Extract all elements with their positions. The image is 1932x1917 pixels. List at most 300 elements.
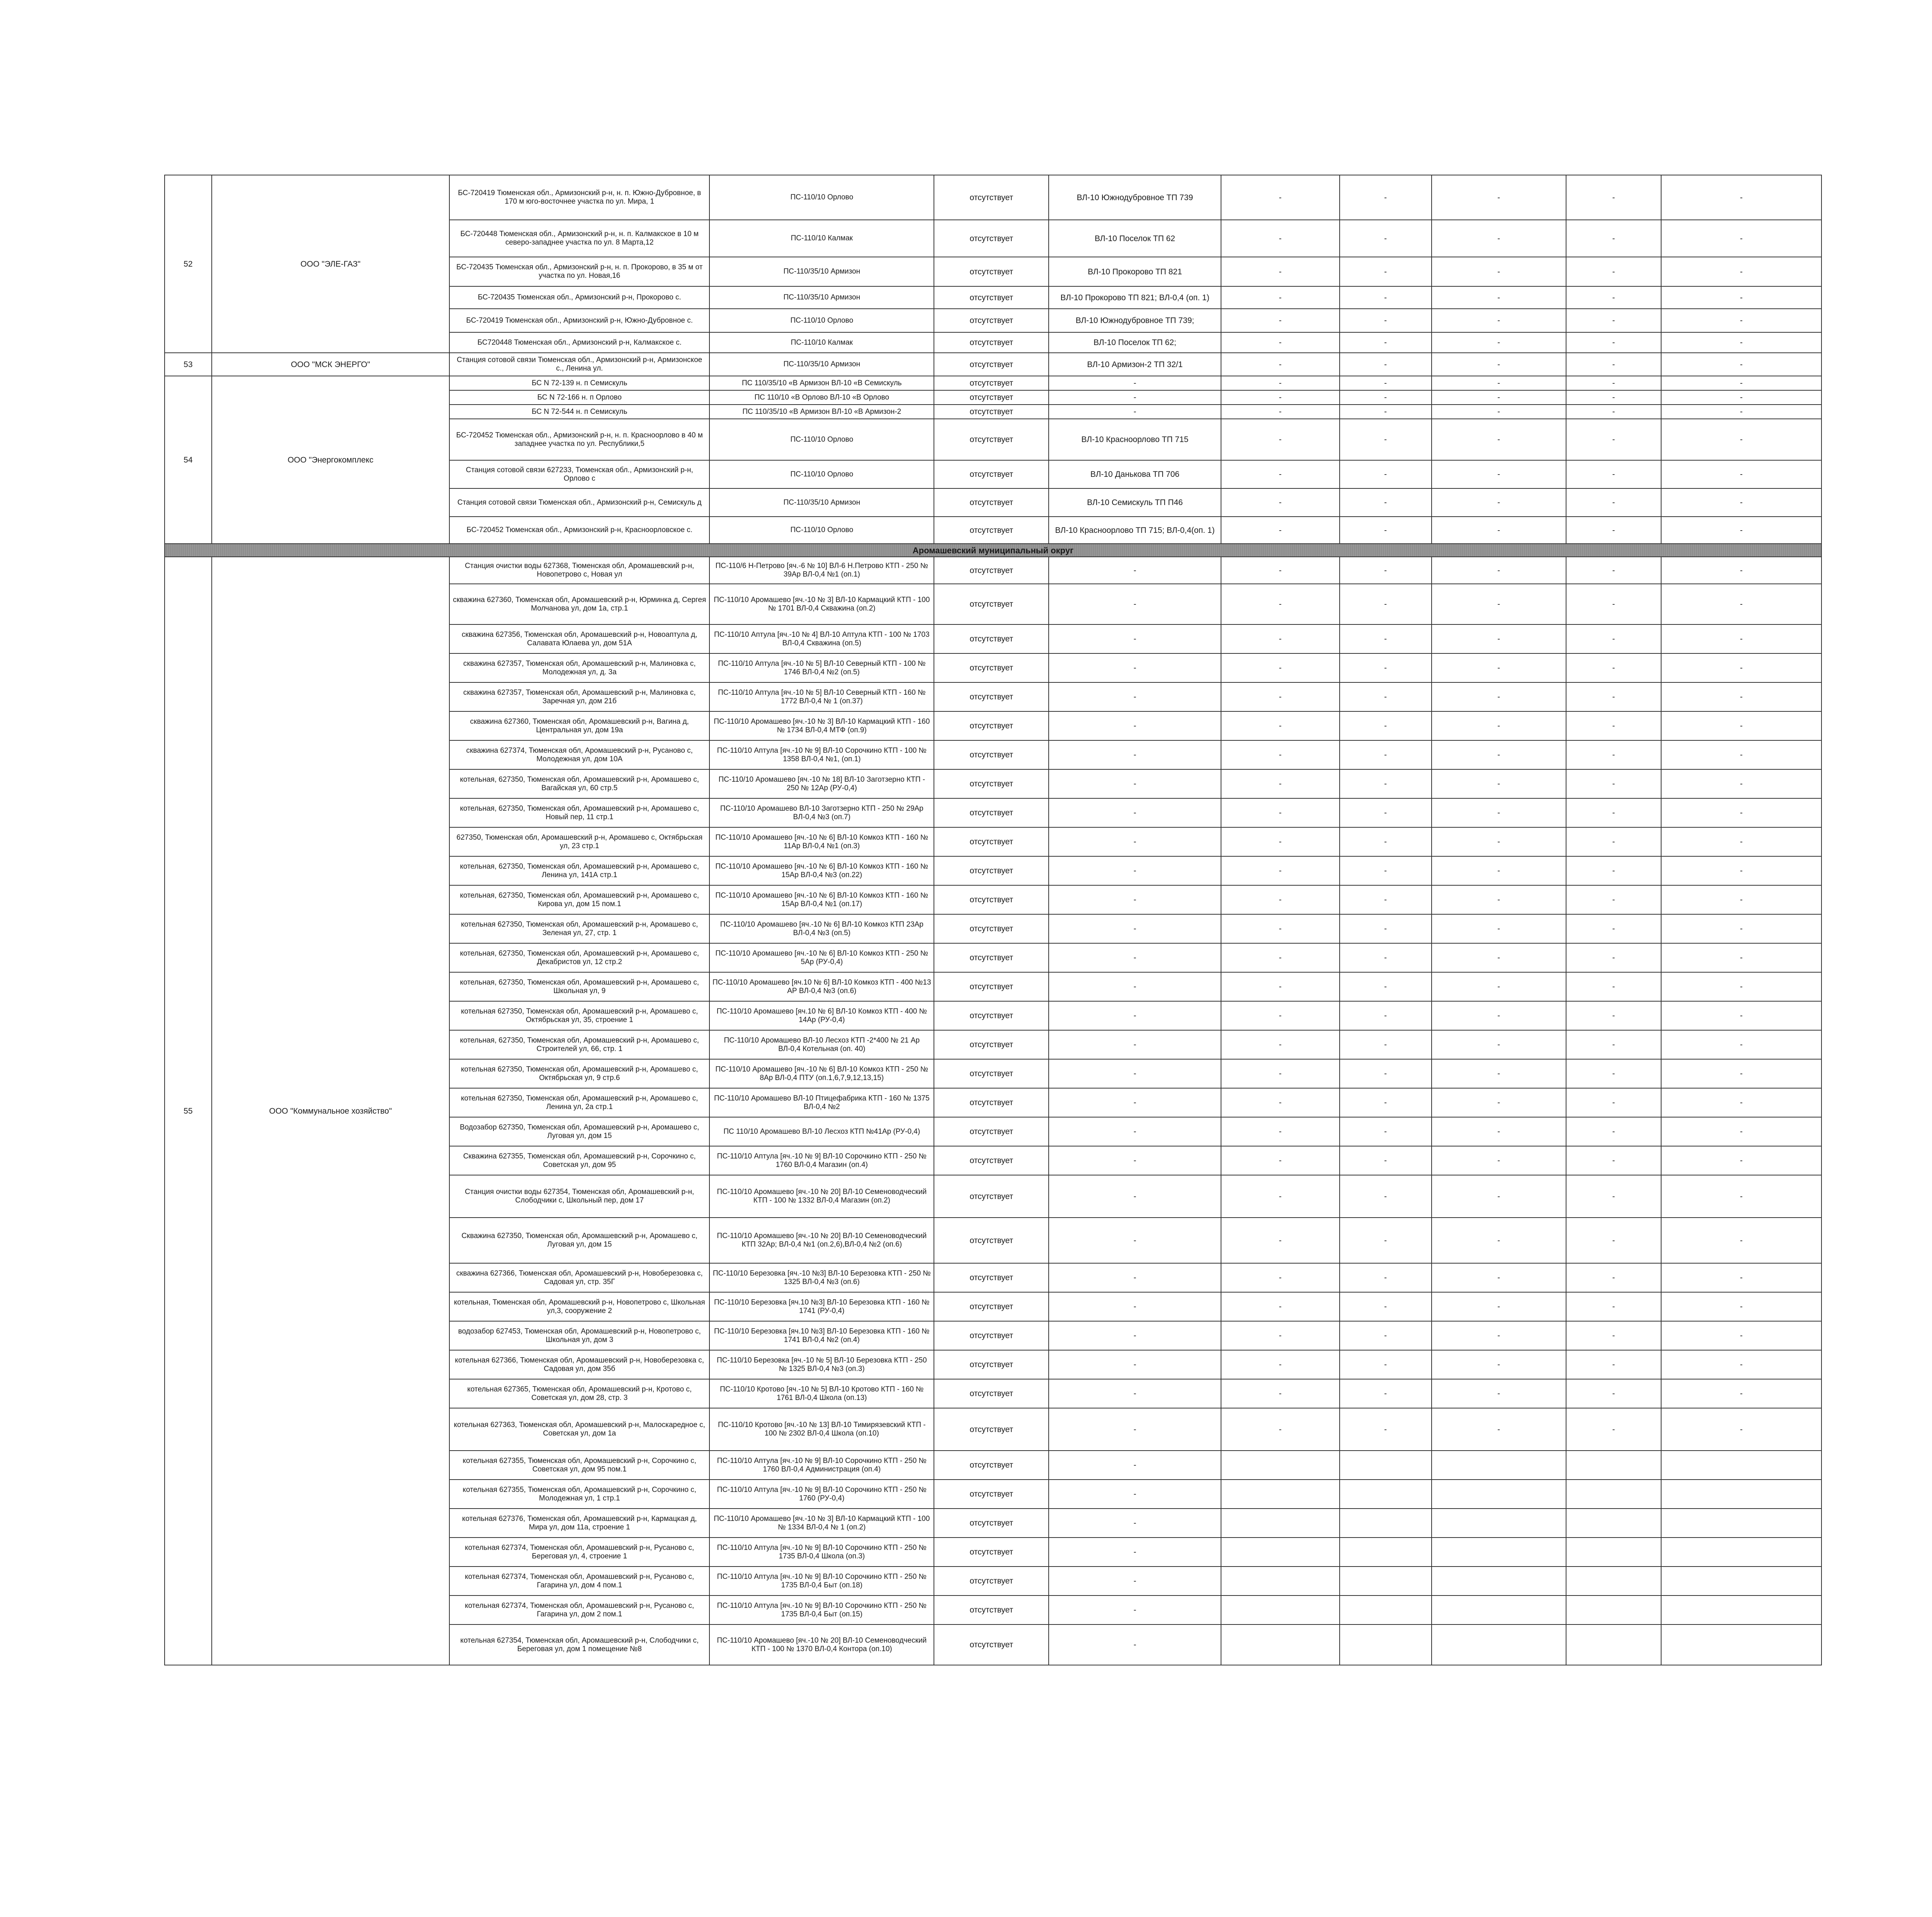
cell-col-7 [1221, 1624, 1340, 1665]
cell-col-4: ПС 110/35/10 «В Армизон ВЛ-10 «В Армизон-2 [709, 405, 934, 419]
cell-col-6: - [1049, 390, 1221, 405]
cell-col-9: - [1432, 740, 1566, 769]
cell-col-11: - [1661, 914, 1821, 943]
cell-col-7: - [1221, 1292, 1340, 1321]
cell-col-7 [1221, 1596, 1340, 1624]
cell-col-6: - [1049, 885, 1221, 914]
cell-col-3: котельная 627374, Тюменская обл, Аромашевский р-н, Русаново с, Береговая ул, 4, строение 1 [449, 1538, 709, 1567]
cell-col-7: - [1221, 584, 1340, 624]
cell-col-4: ПС-110/10 Аптула [яч.-10 № 9] ВЛ-10 Сорочкино КТП - 250 № 1760 ВЛ-0,4 Магазин (оп.4) [709, 1146, 934, 1175]
cell-col-6: ВЛ-10 Поселок ТП 62 [1049, 220, 1221, 257]
cell-col-9: - [1432, 309, 1566, 332]
cell-col-7: - [1221, 769, 1340, 798]
cell-col-3: котельная 627350, Тюменская обл, Аромашевский р-н, Аромашево с, Зеленая ул, 27, стр. 1 [449, 914, 709, 943]
cell-col-6: - [1049, 653, 1221, 682]
cell-col-10: - [1566, 390, 1661, 405]
cell-col-9: - [1432, 1146, 1566, 1175]
cell-col-3: БС N 72-139 н. п Семискуль [449, 376, 709, 390]
cell-col-11: - [1661, 419, 1821, 460]
cell-col-5: отсутствует [934, 584, 1049, 624]
cell-col-11: - [1661, 885, 1821, 914]
cell-col-10: - [1566, 943, 1661, 972]
cell-col-6: - [1049, 1292, 1221, 1321]
cell-col-9: - [1432, 220, 1566, 257]
cell-col-3: скважина 627374, Тюменская обл, Аромашевский р-н, Русаново с, Молодежная ул, дом 10А [449, 740, 709, 769]
cell-col-9 [1432, 1596, 1566, 1624]
cell-col-3: скважина 627356, Тюменская обл, Аромашевский р-н, Новоаптула д, Салавата Юлаева ул, дом 51А [449, 624, 709, 653]
cell-col-4: ПС-110/10 Аромашево ВЛ-10 Заготзерно КТП - 250 № 29Ар ВЛ-0,4 №3 (оп.7) [709, 798, 934, 827]
cell-col-6: ВЛ-10 Армизон-2 ТП 32/1 [1049, 353, 1221, 376]
cell-col-4: ПС-110/10 Аромашево [яч.-10 № 18] ВЛ-10 Заготзерно КТП - 250 № 12Ар (РУ-0,4) [709, 769, 934, 798]
cell-col-5: отсутствует [934, 220, 1049, 257]
cell-col-4: ПС-110/10 Аромашево ВЛ-10 Лесхоз КТП -2*400 № 21 Ар ВЛ-0,4 Котельная (оп. 40) [709, 1030, 934, 1059]
cell-col-5: отсутствует [934, 1263, 1049, 1292]
cell-col-7: - [1221, 1408, 1340, 1451]
cell-col-10: - [1566, 1117, 1661, 1146]
cell-col-6: - [1049, 1059, 1221, 1088]
cell-col-4: ПС-110/10 Кротово [яч.-10 № 5] ВЛ-10 Кротово КТП - 160 № 1761 ВЛ-0,4 Школа (оп.13) [709, 1379, 934, 1408]
cell-col-8: - [1340, 376, 1432, 390]
cell-col-3: 627350, Тюменская обл, Аромашевский р-н, Аромашево с, Октябрьская ул, 23 стр.1 [449, 827, 709, 856]
cell-col-4: ПС-110/10 Березовка [яч.-10 № 5] ВЛ-10 Березовка КТП - 250 № 1325 ВЛ-0,4 №3 (оп.3) [709, 1350, 934, 1379]
cell-col-10: - [1566, 460, 1661, 488]
cell-col-6: - [1049, 405, 1221, 419]
cell-col-4: ПС-110/10 Березовка [яч.10 №3] ВЛ-10 Березовка КТП - 160 № 1741 ВЛ-0,4 №2 (оп.4) [709, 1321, 934, 1350]
cell-col-4: ПС-110/35/10 Армизон [709, 488, 934, 517]
cell-col-4: ПС-110/10 Аромашево [яч.-10 № 6] ВЛ-10 Комкоз КТП - 160 № 15Ар ВЛ-0,4 №3 (оп.22) [709, 856, 934, 885]
cell-col-9: - [1432, 557, 1566, 584]
cell-col-3: БС N 72-166 н. п Орлово [449, 390, 709, 405]
cell-col-3: БС-720435 Тюменская обл., Армизонский р-н, Прокорово с. [449, 286, 709, 309]
cell-col-9: - [1432, 1001, 1566, 1030]
cell-col-11: - [1661, 286, 1821, 309]
cell-col-8: - [1340, 1321, 1432, 1350]
cell-col-3: котельная, 627350, Тюменская обл, Аромашевский р-н, Аромашево с, Школьная ул, 9 [449, 972, 709, 1001]
cell-col-6: - [1049, 1596, 1221, 1624]
cell-col-7: - [1221, 885, 1340, 914]
cell-col-3: Скважина 627350, Тюменская обл, Аромашевский р-н, Аромашево с, Луговая ул, дом 15 [449, 1218, 709, 1263]
cell-col-4: ПС-110/10 Аромашево [яч.-10 № 3] ВЛ-10 Кармацкий КТП - 160 № 1734 ВЛ-0,4 МТФ (оп.9) [709, 711, 934, 740]
cell-col-11: - [1661, 856, 1821, 885]
cell-col-10: - [1566, 798, 1661, 827]
cell-col-8: - [1340, 1088, 1432, 1117]
cell-col-8: - [1340, 1379, 1432, 1408]
cell-col-9 [1432, 1451, 1566, 1480]
cell-col-10: - [1566, 1379, 1661, 1408]
cell-col-7 [1221, 1567, 1340, 1596]
cell-col-7: - [1221, 488, 1340, 517]
cell-col-8: - [1340, 1263, 1432, 1292]
cell-col-3: скважина 627357, Тюменская обл, Аромашевский р-н, Малиновка с, Молодежная ул, д. 3а [449, 653, 709, 682]
cell-col-11 [1661, 1596, 1821, 1624]
cell-col-7: - [1221, 827, 1340, 856]
cell-col-10: - [1566, 624, 1661, 653]
cell-col-10: - [1566, 517, 1661, 544]
cell-col-4: ПС 110/35/10 «В Армизон ВЛ-10 «В Семискуль [709, 376, 934, 390]
cell-col-5: отсутствует [934, 1567, 1049, 1596]
cell-col-10: - [1566, 405, 1661, 419]
cell-col-4: ПС-110/10 Аптула [яч.-10 № 9] ВЛ-10 Сорочкино КТП - 250 № 1760 ВЛ-0,4 Администрация (оп.4) [709, 1451, 934, 1480]
cell-col-10: - [1566, 885, 1661, 914]
cell-col-10: - [1566, 1088, 1661, 1117]
cell-col-8: - [1340, 1030, 1432, 1059]
cell-col-10: - [1566, 1350, 1661, 1379]
cell-col-8 [1340, 1538, 1432, 1567]
cell-col-6: - [1049, 1001, 1221, 1030]
cell-col-7: - [1221, 740, 1340, 769]
cell-col-9: - [1432, 517, 1566, 544]
cell-col-5: отсутствует [934, 376, 1049, 390]
cell-col-9: - [1432, 353, 1566, 376]
cell-col-11: - [1661, 220, 1821, 257]
cell-col-3: котельная 627350, Тюменская обл, Аромашевский р-н, Аромашево с, Ленина ул, 2а стр.1 [449, 1088, 709, 1117]
cell-col-3: котельная, 627350, Тюменская обл, Аромашевский р-н, Аромашево с, Новый пер, 11 стр.1 [449, 798, 709, 827]
cell-col-5: отсутствует [934, 286, 1049, 309]
cell-col-5: отсутствует [934, 390, 1049, 405]
cell-col-9: - [1432, 1292, 1566, 1321]
cell-col-11: - [1661, 332, 1821, 353]
cell-col-3: БС-720452 Тюменская обл., Армизонский р-н, н. п. Красноорлово в 40 м западнее участка по ул. Республики,5 [449, 419, 709, 460]
cell-col-9 [1432, 1624, 1566, 1665]
cell-col-9: - [1432, 1321, 1566, 1350]
cell-col-9: - [1432, 584, 1566, 624]
cell-col-5: отсутствует [934, 1480, 1049, 1509]
cell-col-9: - [1432, 1408, 1566, 1451]
cell-col-6: - [1049, 798, 1221, 827]
cell-col-5: отсутствует [934, 885, 1049, 914]
cell-col-11: - [1661, 624, 1821, 653]
cell-col-3: котельная, 627350, Тюменская обл, Аромашевский р-н, Аромашево с, Декабристов ул, 12 стр.2 [449, 943, 709, 972]
cell-col-9: - [1432, 257, 1566, 286]
cell-col-5: отсутствует [934, 1001, 1049, 1030]
cell-col-10: - [1566, 220, 1661, 257]
cell-col-4: ПС-110/10 Березовка [яч.10 №3] ВЛ-10 Березовка КТП - 160 № 1741 (РУ-0,4) [709, 1292, 934, 1321]
cell-col-4: ПС-110/10 Аптула [яч.-10 № 9] ВЛ-10 Сорочкино КТП - 250 № 1735 ВЛ-0,4 Быт (оп.18) [709, 1567, 934, 1596]
cell-col-10: - [1566, 856, 1661, 885]
cell-col-3: Станция очистки воды 627354, Тюменская обл, Аромашевский р-н, Слободчики с, Школьный пер, дом 17 [449, 1175, 709, 1218]
cell-col-6: ВЛ-10 Поселок ТП 62; [1049, 332, 1221, 353]
cell-col-8: - [1340, 175, 1432, 220]
cell-col-4: ПС-110/10 Аромашево [яч.-10 № 3] ВЛ-10 Кармацкий КТП - 100 № 1701 ВЛ-0,4 Скважина (оп.2) [709, 584, 934, 624]
cell-col-10: - [1566, 653, 1661, 682]
table-row [165, 376, 1821, 390]
cell-col-4: ПС-110/10 Аромашево ВЛ-10 Птицефабрика КТП - 160 № 1375 ВЛ-0,4 №2 [709, 1088, 934, 1117]
cell-col-3: котельная, 627350, Тюменская обл, Аромашевский р-н, Аромашево с, Вагайская ул, 60 стр.5 [449, 769, 709, 798]
cell-col-9 [1432, 1480, 1566, 1509]
cell-col-10: - [1566, 376, 1661, 390]
cell-col-8: - [1340, 257, 1432, 286]
cell-col-10 [1566, 1509, 1661, 1538]
cell-col-4: ПС-110/35/10 Армизон [709, 286, 934, 309]
cell-col-4: ПС-110/10 Орлово [709, 517, 934, 544]
cell-col-8: - [1340, 1146, 1432, 1175]
organization-name: ООО "Энергокомплекс [212, 376, 449, 544]
cell-col-9: - [1432, 1218, 1566, 1263]
section-row [165, 544, 1821, 557]
cell-col-6: ВЛ-10 Прокорово ТП 821 [1049, 257, 1221, 286]
cell-col-7 [1221, 1451, 1340, 1480]
cell-col-10: - [1566, 419, 1661, 460]
cell-col-9: - [1432, 827, 1566, 856]
cell-col-9: - [1432, 286, 1566, 309]
cell-col-11: - [1661, 711, 1821, 740]
cell-col-4: ПС-110/10 Аптула [яч.-10 № 4] ВЛ-10 Аптула КТП - 100 № 1703 ВЛ-0,4 Скважина (оп.5) [709, 624, 934, 653]
cell-col-11: - [1661, 257, 1821, 286]
cell-col-5: отсутствует [934, 405, 1049, 419]
cell-col-6: ВЛ-10 Южнодубровное ТП 739 [1049, 175, 1221, 220]
cell-col-5: отсутствует [934, 856, 1049, 885]
cell-col-7: - [1221, 972, 1340, 1001]
cell-col-4: ПС-110/10 Аптула [яч.-10 № 5] ВЛ-10 Северный КТП - 160 № 1772 ВЛ-0,4 № 1 (оп.37) [709, 682, 934, 711]
cell-col-11: - [1661, 1350, 1821, 1379]
cell-col-4: ПС-110/35/10 Армизон [709, 353, 934, 376]
cell-col-6: - [1049, 1088, 1221, 1117]
cell-col-6: - [1049, 914, 1221, 943]
cell-col-8: - [1340, 1117, 1432, 1146]
cell-col-4: ПС-110/10 Аптула [яч.-10 № 5] ВЛ-10 Северный КТП - 100 № 1746 ВЛ-0,4 №2 (оп.5) [709, 653, 934, 682]
cell-col-11 [1661, 1567, 1821, 1596]
cell-col-7: - [1221, 856, 1340, 885]
cell-col-3: Скважина 627355, Тюменская обл, Аромашевский р-н, Сорочкино с, Советская ул, дом 95 [449, 1146, 709, 1175]
cell-col-6: - [1049, 856, 1221, 885]
cell-col-8: - [1340, 353, 1432, 376]
cell-col-6: - [1049, 1350, 1221, 1379]
cell-col-10: - [1566, 1218, 1661, 1263]
cell-col-11: - [1661, 943, 1821, 972]
cell-col-8: - [1340, 740, 1432, 769]
cell-col-8: - [1340, 419, 1432, 460]
cell-col-11: - [1661, 390, 1821, 405]
cell-col-4: ПС 110/10 «В Орлово ВЛ-10 «В Орлово [709, 390, 934, 405]
cell-col-11: - [1661, 769, 1821, 798]
cell-col-7: - [1221, 257, 1340, 286]
cell-col-4: ПС-110/10 Березовка [яч.-10 №3] ВЛ-10 Березовка КТП - 250 № 1325 ВЛ-0,4 №3 (оп.6) [709, 1263, 934, 1292]
cell-col-3: котельная 627350, Тюменская обл, Аромашевский р-н, Аромашево с, Октябрьская ул, 35, строение 1 [449, 1001, 709, 1030]
cell-col-6: - [1049, 1263, 1221, 1292]
cell-col-11: - [1661, 682, 1821, 711]
cell-col-8: - [1340, 460, 1432, 488]
cell-col-4: ПС-110/6 Н-Петрово [яч.-6 № 10] ВЛ-6 Н.Петрово КТП - 250 № 39Ар ВЛ-0,4 №1 (оп.1) [709, 557, 934, 584]
cell-col-8: - [1340, 682, 1432, 711]
cell-col-8: - [1340, 309, 1432, 332]
cell-col-11: - [1661, 309, 1821, 332]
cell-col-4: ПС-110/10 Аптула [яч.-10 № 9] ВЛ-10 Сорочкино КТП - 250 № 1735 ВЛ-0,4 Быт (оп.15) [709, 1596, 934, 1624]
cell-col-8: - [1340, 885, 1432, 914]
cell-col-5: отсутствует [934, 1350, 1049, 1379]
cell-col-5: отсутствует [934, 827, 1049, 856]
cell-col-9: - [1432, 972, 1566, 1001]
cell-col-4: ПС-110/10 Орлово [709, 419, 934, 460]
cell-col-3: скважина 627360, Тюменская обл, Аромашевский р-н, Юрминка д, Сергея Молчанова ул, дом 1а, стр.1 [449, 584, 709, 624]
cell-col-3: БС-720452 Тюменская обл., Армизонский р-н, Красноорловское с. [449, 517, 709, 544]
cell-col-10: - [1566, 175, 1661, 220]
cell-col-10: - [1566, 1321, 1661, 1350]
cell-col-3: Станция очистки воды 627368, Тюменская обл, Аромашевский р-н, Новопетрово с, Новая ул [449, 557, 709, 584]
cell-col-11: - [1661, 353, 1821, 376]
cell-col-11: - [1661, 1218, 1821, 1263]
cell-col-5: отсутствует [934, 1596, 1049, 1624]
cell-col-9: - [1432, 798, 1566, 827]
cell-col-7 [1221, 1509, 1340, 1538]
cell-col-6: - [1049, 1624, 1221, 1665]
cell-col-8: - [1340, 769, 1432, 798]
cell-col-8: - [1340, 1218, 1432, 1263]
cell-col-11: - [1661, 175, 1821, 220]
cell-col-3: БС N 72-544 н. п Семискуль [449, 405, 709, 419]
cell-col-9: - [1432, 175, 1566, 220]
cell-col-9: - [1432, 376, 1566, 390]
cell-col-9: - [1432, 624, 1566, 653]
cell-col-9: - [1432, 1117, 1566, 1146]
cell-col-6: - [1049, 1567, 1221, 1596]
cell-col-11: - [1661, 740, 1821, 769]
table-row [165, 175, 1821, 220]
cell-col-7: - [1221, 1088, 1340, 1117]
cell-col-3: БС720448 Тюменская обл., Армизонский р-н, Калмакское с. [449, 332, 709, 353]
cell-col-9: - [1432, 914, 1566, 943]
cell-col-9: - [1432, 390, 1566, 405]
cell-col-7: - [1221, 682, 1340, 711]
cell-col-8: - [1340, 517, 1432, 544]
cell-col-10 [1566, 1567, 1661, 1596]
cell-col-5: отсутствует [934, 1175, 1049, 1218]
cell-col-10 [1566, 1624, 1661, 1665]
cell-col-10: - [1566, 332, 1661, 353]
cell-col-8: - [1340, 624, 1432, 653]
cell-col-9: - [1432, 405, 1566, 419]
cell-col-5: отсутствует [934, 309, 1049, 332]
cell-col-3: Станция сотовой связи 627233, Тюменская обл., Армизонский р-н, Орлово с [449, 460, 709, 488]
cell-col-11: - [1661, 972, 1821, 1001]
cell-col-4: ПС-110/10 Аптула [яч.-10 № 9] ВЛ-10 Сорочкино КТП - 250 № 1735 ВЛ-0,4 Школа (оп.3) [709, 1538, 934, 1567]
cell-col-11: - [1661, 1088, 1821, 1117]
cell-col-6: ВЛ-10 Южнодубровное ТП 739; [1049, 309, 1221, 332]
cell-col-3: водозабор 627453, Тюменская обл, Аромашевский р-н, Новопетрово с, Школьная ул, дом 3 [449, 1321, 709, 1350]
cell-col-6: - [1049, 376, 1221, 390]
cell-col-6: - [1049, 1117, 1221, 1146]
cell-col-9: - [1432, 682, 1566, 711]
table-body [165, 175, 1821, 1665]
cell-col-5: отсутствует [934, 624, 1049, 653]
cell-col-3: скважина 627360, Тюменская обл, Аромашевский р-н, Вагина д, Центральная ул, дом 19а [449, 711, 709, 740]
cell-col-5: отсутствует [934, 740, 1049, 769]
cell-col-7: - [1221, 1117, 1340, 1146]
cell-col-10: - [1566, 1059, 1661, 1088]
cell-col-11: - [1661, 1408, 1821, 1451]
cell-col-3: котельная, 627350, Тюменская обл, Аромашевский р-н, Аромашево с, Кирова ул, дом 15 пом.1 [449, 885, 709, 914]
cell-col-7: - [1221, 1175, 1340, 1218]
cell-col-7: - [1221, 175, 1340, 220]
cell-col-3: котельная 627374, Тюменская обл, Аромашевский р-н, Русаново с, Гагарина ул, дом 4 пом.1 [449, 1567, 709, 1596]
cell-col-3: котельная 627355, Тюменская обл, Аромашевский р-н, Сорочкино с, Молодежная ул, 1 стр.1 [449, 1480, 709, 1509]
cell-col-3: скважина 627357, Тюменская обл, Аромашевский р-н, Малиновка с, Заречная ул, дом 21б [449, 682, 709, 711]
cell-col-7: - [1221, 653, 1340, 682]
cell-col-6: - [1049, 740, 1221, 769]
cell-col-7: - [1221, 1001, 1340, 1030]
cell-col-4: ПС-110/10 Кротово [яч.-10 № 13] ВЛ-10 Тимирязевский КТП - 100 № 2302 ВЛ-0,4 Школа (оп.10) [709, 1408, 934, 1451]
cell-col-4: ПС-110/10 Аптула [яч.-10 № 9] ВЛ-10 Сорочкино КТП - 250 № 1760 (РУ-0,4) [709, 1480, 934, 1509]
data-table [164, 175, 1822, 1665]
cell-col-8: - [1340, 1059, 1432, 1088]
cell-col-8: - [1340, 332, 1432, 353]
cell-col-6: - [1049, 1146, 1221, 1175]
cell-col-11 [1661, 1480, 1821, 1509]
table-row [165, 557, 1821, 584]
cell-col-3: БС-720419 Тюменская обл., Армизонский р-н, Южно-Дубровное с. [449, 309, 709, 332]
cell-col-11: - [1661, 1292, 1821, 1321]
cell-col-5: отсутствует [934, 711, 1049, 740]
cell-col-8 [1340, 1509, 1432, 1538]
cell-col-10: - [1566, 1030, 1661, 1059]
cell-col-10: - [1566, 1146, 1661, 1175]
cell-col-5: отсутствует [934, 1218, 1049, 1263]
cell-col-3: скважина 627366, Тюменская обл, Аромашевский р-н, Новоберезовка с, Садовая ул, стр. 35Г [449, 1263, 709, 1292]
cell-col-7: - [1221, 1379, 1340, 1408]
cell-col-8: - [1340, 405, 1432, 419]
cell-col-8 [1340, 1624, 1432, 1665]
cell-col-7: - [1221, 798, 1340, 827]
cell-col-6: - [1049, 682, 1221, 711]
cell-col-9: - [1432, 1379, 1566, 1408]
cell-col-6: - [1049, 972, 1221, 1001]
cell-col-7: - [1221, 405, 1340, 419]
cell-col-7: - [1221, 460, 1340, 488]
cell-col-4: ПС-110/10 Аромашево [яч.-10 № 6] ВЛ-10 Комкоз КТП - 160 № 15Ар ВЛ-0,4 №1 (оп.17) [709, 885, 934, 914]
cell-col-6: - [1049, 1218, 1221, 1263]
cell-col-6: - [1049, 1408, 1221, 1451]
cell-col-5: отсутствует [934, 1451, 1049, 1480]
cell-col-8: - [1340, 220, 1432, 257]
cell-col-11 [1661, 1624, 1821, 1665]
cell-col-9: - [1432, 460, 1566, 488]
cell-col-6: - [1049, 711, 1221, 740]
cell-col-6: - [1049, 943, 1221, 972]
cell-col-9: - [1432, 885, 1566, 914]
cell-col-4: ПС-110/10 Аромашево [яч.-10 № 20] ВЛ-10 Семеноводческий КТП 32Ар; ВЛ-0,4 №1 (оп.2,6),ВЛ-0,4 №2 (оп.6) [709, 1218, 934, 1263]
cell-col-5: отсутствует [934, 972, 1049, 1001]
cell-col-6: - [1049, 1451, 1221, 1480]
cell-col-3: котельная 627376, Тюменская обл, Аромашевский р-н, Кармацкая д, Мира ул, дом 11а, строение 1 [449, 1509, 709, 1538]
cell-col-11: - [1661, 1059, 1821, 1088]
cell-col-5: отсутствует [934, 769, 1049, 798]
cell-col-7: - [1221, 1321, 1340, 1350]
cell-col-9: - [1432, 419, 1566, 460]
cell-col-9: - [1432, 943, 1566, 972]
cell-col-11: - [1661, 376, 1821, 390]
cell-col-11: - [1661, 488, 1821, 517]
cell-col-10: - [1566, 711, 1661, 740]
cell-col-3: котельная 627350, Тюменская обл, Аромашевский р-н, Аромашево с, Октябрьская ул, 9 стр.6 [449, 1059, 709, 1088]
cell-col-5: отсутствует [934, 1088, 1049, 1117]
cell-col-5: отсутствует [934, 517, 1049, 544]
cell-col-5: отсутствует [934, 1509, 1049, 1538]
cell-col-5: отсутствует [934, 332, 1049, 353]
cell-col-6: - [1049, 769, 1221, 798]
cell-col-8: - [1340, 798, 1432, 827]
cell-col-5: отсутствует [934, 1624, 1049, 1665]
cell-col-3: БС-720435 Тюменская обл., Армизонский р-н, н. п. Прокорово, в 35 м от участка по ул. Новая,16 [449, 257, 709, 286]
cell-col-10: - [1566, 557, 1661, 584]
cell-col-8: - [1340, 711, 1432, 740]
cell-col-9 [1432, 1538, 1566, 1567]
cell-col-6: ВЛ-10 Семискуль ТП П46 [1049, 488, 1221, 517]
cell-col-8: - [1340, 1175, 1432, 1218]
cell-col-11: - [1661, 827, 1821, 856]
cell-col-7: - [1221, 1350, 1340, 1379]
cell-col-4: ПС-110/10 Аромашево [яч.-10 № 20] ВЛ-10 Семеноводческий КТП - 100 № 1370 ВЛ-0,4 Контора (оп.10) [709, 1624, 934, 1665]
cell-col-7: - [1221, 1030, 1340, 1059]
cell-col-7: - [1221, 943, 1340, 972]
